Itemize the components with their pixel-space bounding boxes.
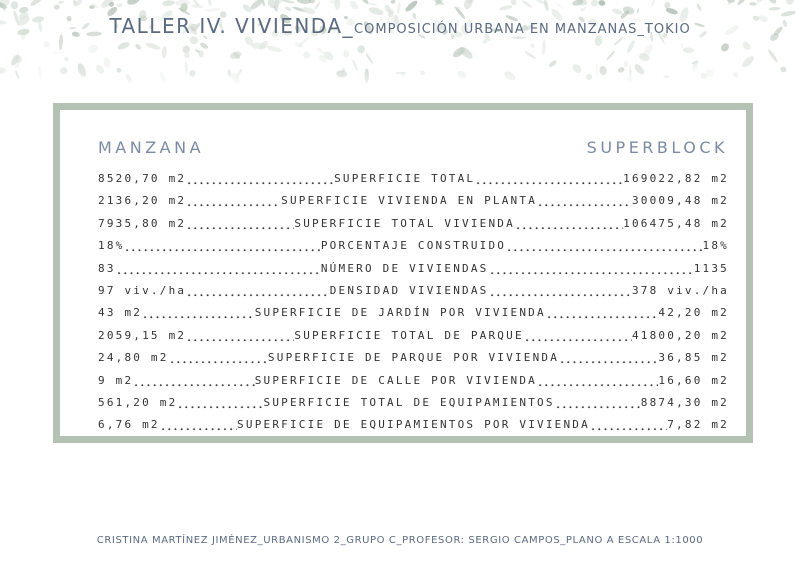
table-row bbox=[98, 235, 729, 257]
manzana-value: 7935,80 m2 bbox=[98, 216, 187, 230]
dot-leader bbox=[515, 213, 623, 235]
dot-leader bbox=[559, 347, 658, 369]
table-row bbox=[98, 325, 729, 347]
dot-leader bbox=[186, 168, 334, 190]
superblock-value: 16,60 m2 bbox=[658, 373, 729, 387]
dot-leader bbox=[537, 370, 658, 392]
row-label: SUPERFICIE TOTAL bbox=[334, 172, 476, 185]
table-row bbox=[98, 414, 729, 436]
row-label: SUPERFICIE TOTAL DE EQUIPAMIENTOS bbox=[263, 395, 555, 409]
superblock-value: 36,85 m2 bbox=[658, 351, 729, 365]
row-label: SUPERFICIE TOTAL VIVIENDA bbox=[294, 216, 515, 230]
dot-leader bbox=[186, 190, 281, 212]
dot-leader bbox=[475, 168, 623, 190]
footer-credits: CRISTINA MARTÍNEZ JIMÉNEZ_URBANISMO 2_GRUPO C_PROFESOR: SERGIO CAMPOS_PLANO A ESCALA 1:1000 bbox=[96, 535, 704, 546]
column-headings bbox=[98, 138, 728, 162]
dot-leader bbox=[555, 392, 641, 414]
dot-leader bbox=[116, 258, 321, 280]
row-label: SUPERFICIE VIVIENDA EN PLANTA bbox=[281, 194, 538, 208]
heading-superblock: SUPERBLOCK bbox=[586, 138, 728, 157]
manzana-value: 9 m2 bbox=[98, 373, 134, 387]
table-row bbox=[98, 392, 729, 414]
row-label: DENSIDAD VIVIENDAS bbox=[329, 283, 489, 297]
page-subtitle: COMPOSICIÓN URBANA EN MANZANAS_TOKIO bbox=[354, 22, 691, 37]
row-label: SUPERFICIE DE EQUIPAMIENTOS POR VIVIENDA bbox=[237, 418, 590, 432]
heading-manzana: MANZANA bbox=[98, 138, 205, 157]
comparison-rows bbox=[98, 168, 729, 437]
table-row bbox=[98, 190, 729, 212]
dot-leader bbox=[177, 392, 263, 414]
manzana-value: 6,76 m2 bbox=[98, 418, 160, 432]
manzana-value: 97 viv./ha bbox=[98, 283, 187, 297]
dot-leader bbox=[489, 280, 632, 302]
dot-leader bbox=[546, 302, 659, 324]
table-row bbox=[98, 347, 729, 369]
superblock-value: 1135 bbox=[693, 261, 729, 275]
row-label: SUPERFICIE DE JARDÍN POR VIVIENDA bbox=[254, 306, 546, 320]
manzana-value: 2059,15 m2 bbox=[98, 328, 187, 342]
row-label: SUPERFICIE DE CALLE POR VIVIENDA bbox=[254, 373, 538, 387]
dot-leader bbox=[489, 258, 694, 280]
row-label: SUPERFICIE TOTAL DE PARQUE bbox=[294, 328, 524, 342]
superblock-value: 7,82 m2 bbox=[667, 418, 729, 432]
dot-leader bbox=[524, 325, 632, 347]
superblock-value: 18% bbox=[702, 239, 729, 253]
table-row bbox=[98, 258, 729, 280]
dot-leader bbox=[186, 213, 294, 235]
dot-leader bbox=[124, 235, 320, 257]
table-row bbox=[98, 370, 729, 392]
dot-leader bbox=[506, 235, 702, 257]
manzana-value: 18% bbox=[98, 239, 125, 253]
manzana-value: 24,80 m2 bbox=[98, 351, 169, 365]
manzana-value: 43 m2 bbox=[98, 306, 143, 320]
superblock-value: 378 viv./ha bbox=[631, 283, 729, 297]
superblock-value: 41800,20 m2 bbox=[631, 328, 729, 342]
page-title: TALLER IV. VIVIENDA_ bbox=[109, 14, 355, 38]
table-row bbox=[98, 168, 729, 190]
dot-leader bbox=[169, 347, 268, 369]
table-row bbox=[98, 302, 729, 324]
superblock-value: 106475,48 m2 bbox=[623, 216, 729, 230]
manzana-value: 2136,20 m2 bbox=[98, 194, 187, 208]
dot-leader bbox=[186, 280, 329, 302]
manzana-value: 8520,70 m2 bbox=[98, 172, 187, 185]
superblock-value: 169022,82 m2 bbox=[623, 172, 729, 185]
dot-leader bbox=[160, 414, 237, 436]
table-row bbox=[98, 280, 729, 302]
page-header bbox=[0, 14, 800, 38]
superblock-value: 42,20 m2 bbox=[658, 306, 729, 320]
data-table-frame bbox=[53, 103, 753, 443]
dot-leader bbox=[142, 302, 255, 324]
superblock-value: 30009,48 m2 bbox=[631, 194, 729, 208]
table-row bbox=[98, 213, 729, 235]
dot-leader bbox=[133, 370, 254, 392]
manzana-value: 561,20 m2 bbox=[98, 395, 178, 409]
dot-leader bbox=[537, 190, 632, 212]
row-label: NÚMERO DE VIVIENDAS bbox=[320, 261, 489, 275]
manzana-value: 83 bbox=[98, 261, 116, 275]
dot-leader bbox=[590, 414, 667, 436]
dot-leader bbox=[186, 325, 294, 347]
superblock-value: 8874,30 m2 bbox=[640, 395, 729, 409]
row-label: SUPERFICIE DE PARQUE POR VIVIENDA bbox=[267, 351, 560, 365]
row-label: PORCENTAJE CONSTRUIDO bbox=[320, 239, 507, 253]
